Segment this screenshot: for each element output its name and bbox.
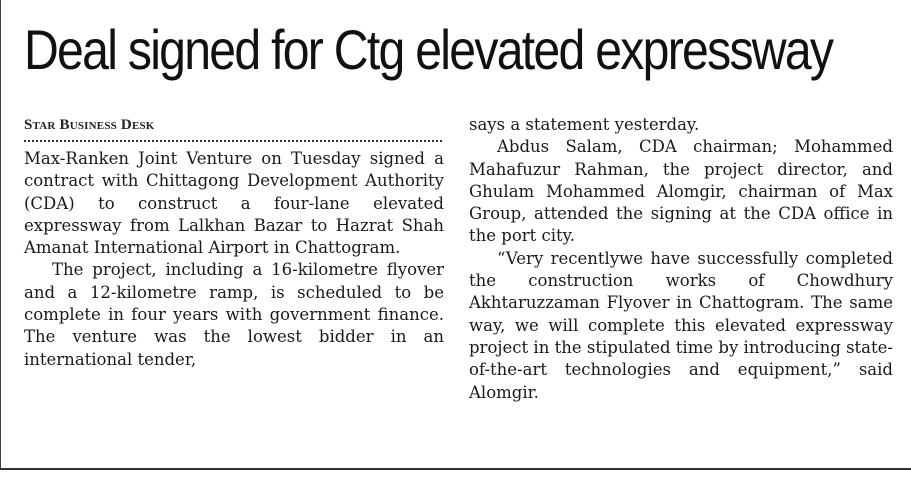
left-column-rule (0, 0, 1, 470)
headline: Deal signed for Ctg elevated expressway (24, 18, 833, 81)
byline: Star Business Desk (24, 117, 155, 133)
article-column-left (24, 114, 444, 371)
paragraph-1: Max-Ranken Joint Venture on Tuesday signed a contract with Chittagong Development Authority (CDA) to construct a four-lane elevated expressway from Lalkhan Bazar to Hazrat Shah Amanat International Airport in Chattogram. (24, 149, 444, 258)
paragraph-4: “Very recentlywe have successfully completed the construction works of Chowdhury Akhtaruzzaman Flyover in Chattogram. The same way, we will complete this elevated expressway project in the stipulated time by introducing state-of-the-art technologies and equipment,” said Alomgir. (469, 248, 893, 402)
byline-divider (24, 140, 442, 142)
paragraph-3: Abdus Salam, CDA chairman; Mohammed Mahafuzur Rahman, the project director, and Ghulam Mohammed Alomgir, chairman of Max Group, attended the signing at the CDA office in the port city. (469, 137, 893, 246)
paragraph-2-continued: says a statement yesterday. (469, 115, 700, 134)
paragraph-2: The project, including a 16-kilometre flyover and a 12-kilometre ramp, is scheduled to be complete in four years with government finance. The venture was the lowest bidder in an international tender, (24, 260, 444, 369)
bottom-rule (0, 468, 911, 470)
article-column-right (469, 114, 893, 404)
